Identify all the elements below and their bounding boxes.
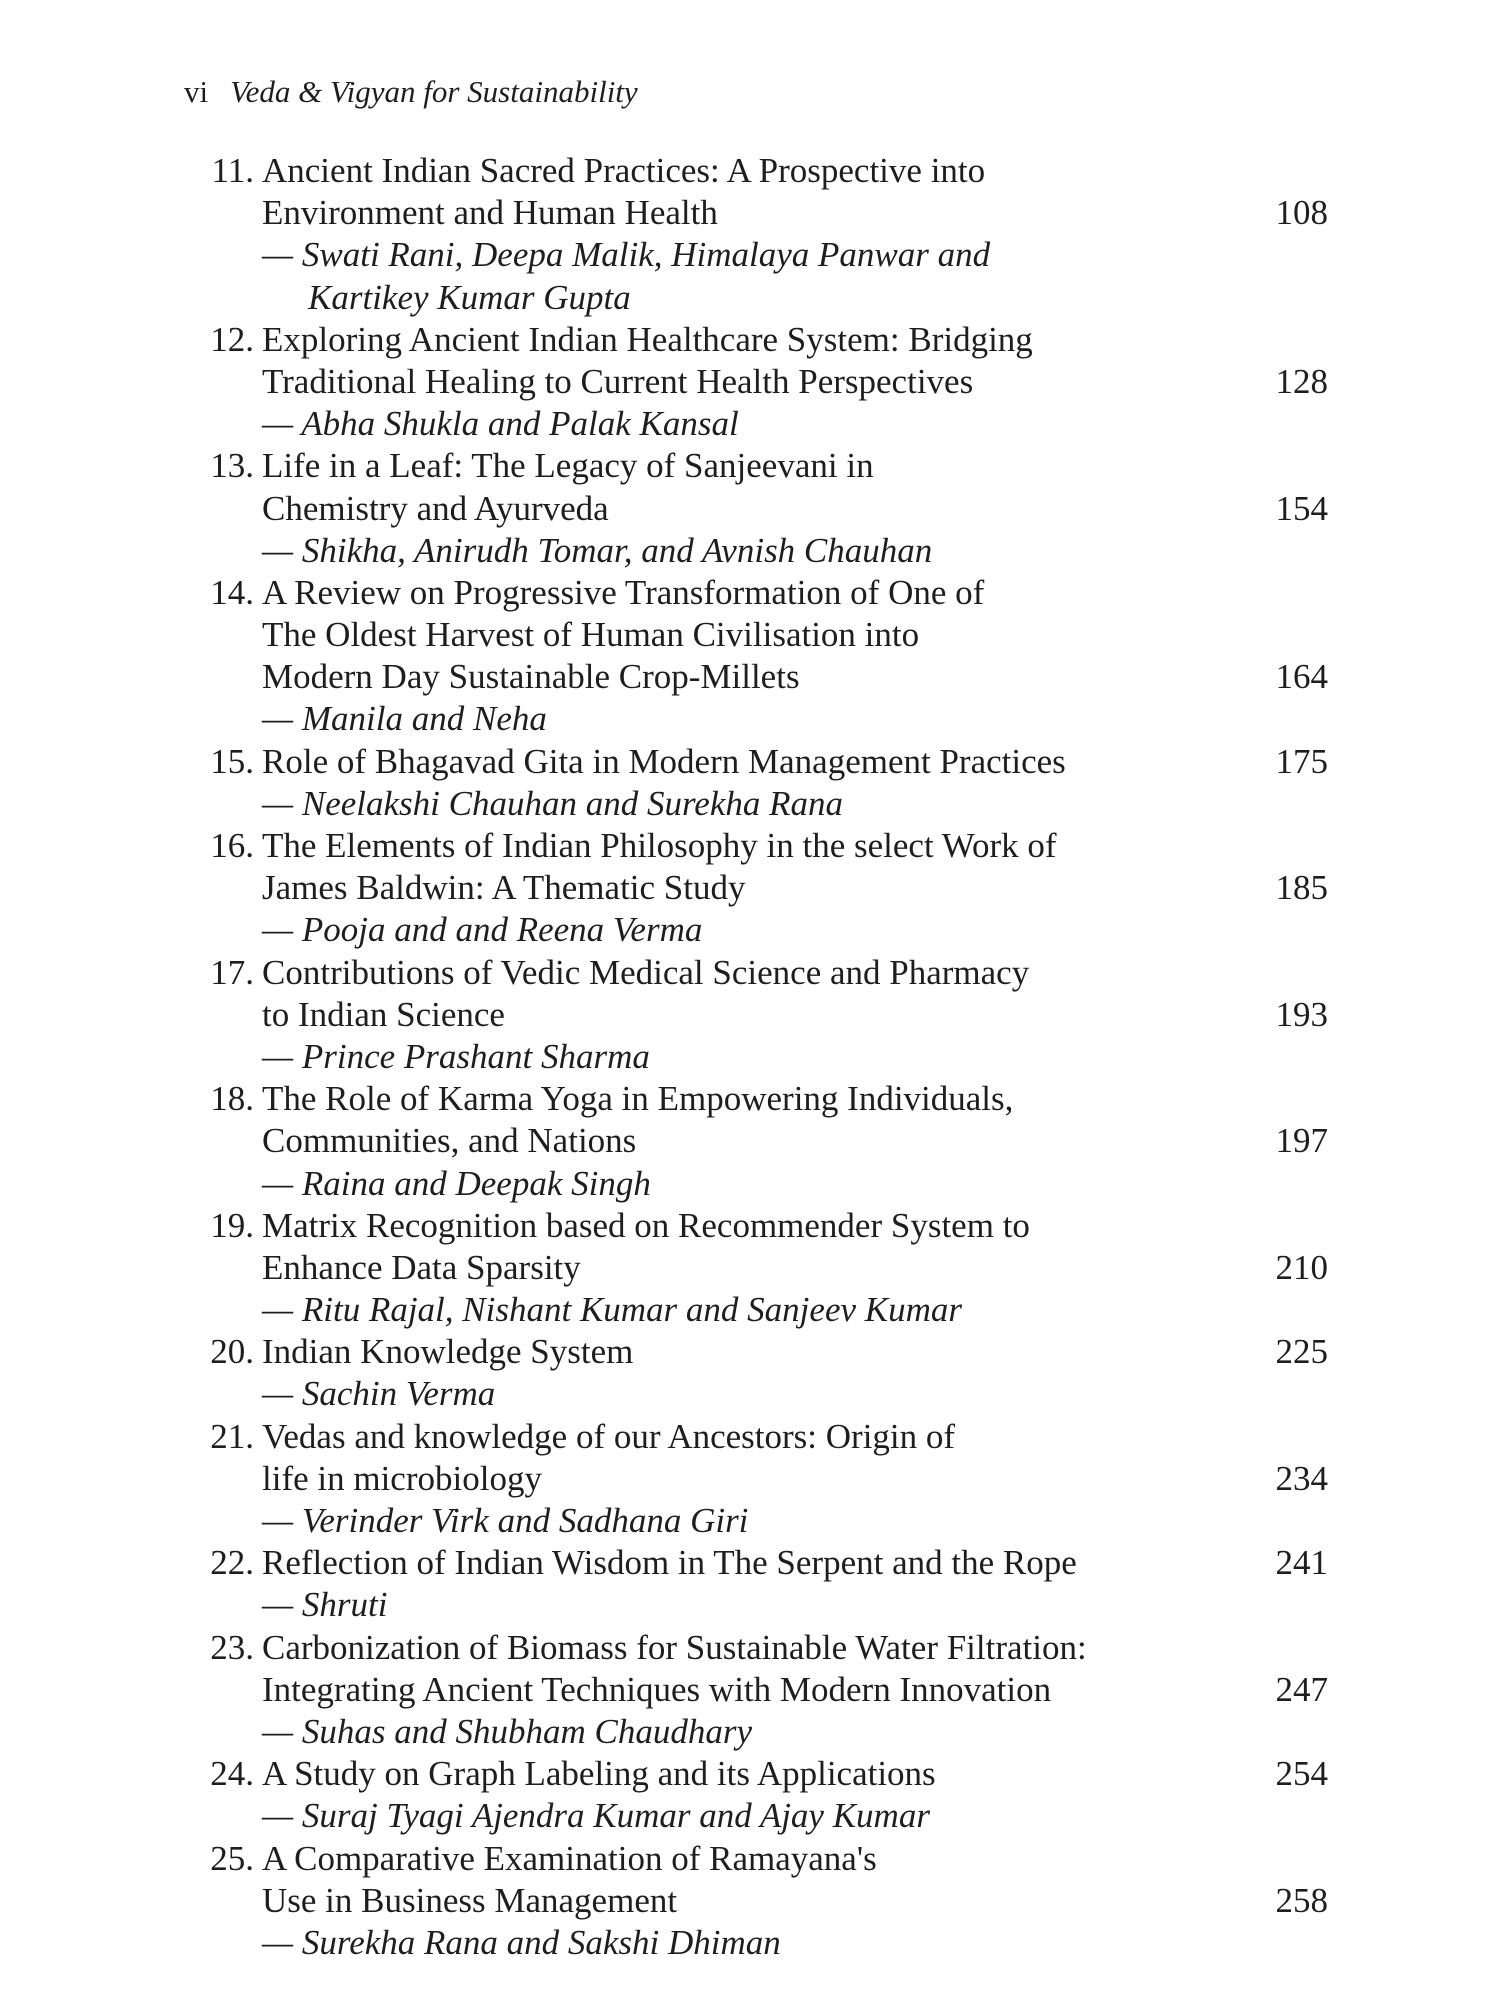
chapter-authors: — Pooja and and Reena Verma — [262, 910, 703, 950]
table-of-contents — [184, 150, 1360, 1964]
page-number: 193 — [1275, 994, 1328, 1034]
chapter-title: A Review on Progressive Transformation of One of — [262, 572, 985, 612]
chapter-title: Environment and Human Health — [262, 193, 718, 233]
chapter-title: Life in a Leaf: The Legacy of Sanjeevani in — [262, 446, 874, 486]
chapter-title: Modern Day Sustainable Crop-Millets — [262, 657, 800, 697]
chapter-title: A Study on Graph Labeling and its Applications — [262, 1754, 936, 1794]
chapter-title: Reflection of Indian Wisdom in The Serpent and the Rope — [262, 1543, 1077, 1583]
toc-author-line — [184, 403, 1360, 445]
page-number: 108 — [1275, 193, 1328, 233]
page-number: 175 — [1275, 741, 1328, 781]
chapter-title: Vedas and knowledge of our Ancestors: Origin of — [262, 1416, 956, 1456]
toc-title-line — [184, 192, 1360, 234]
chapter-title: Ancient Indian Sacred Practices: A Prospective into — [262, 151, 986, 190]
chapter-number: 14. — [210, 572, 254, 612]
toc-author-line — [184, 1373, 1360, 1415]
toc-title-line — [184, 614, 1360, 656]
toc-title-line — [184, 994, 1360, 1036]
chapter-number: 23. — [210, 1627, 254, 1667]
chapter-title: A Comparative Examination of Ramayana's — [262, 1838, 877, 1878]
toc-author-line — [184, 277, 1360, 319]
toc-entry — [184, 319, 1360, 446]
chapter-authors: — Suraj Tyagi Ajendra Kumar and Ajay Kumar — [262, 1796, 930, 1836]
chapter-authors: — Neelakshi Chauhan and Surekha Rana — [262, 783, 844, 823]
toc-title-line — [184, 656, 1360, 698]
toc-title-line — [184, 1627, 1360, 1669]
chapter-authors: — Verinder Virk and Sadhana Giri — [262, 1501, 749, 1540]
toc-entry — [184, 1331, 1360, 1415]
toc-title-line — [184, 1416, 1360, 1458]
chapter-title: Communities, and Nations — [262, 1121, 637, 1161]
toc-author-line — [184, 1711, 1360, 1753]
toc-title-line — [184, 1078, 1360, 1120]
chapter-number: 17. — [210, 952, 254, 992]
chapter-number: 25. — [210, 1838, 254, 1878]
page-number: 185 — [1275, 868, 1328, 908]
chapter-number: 16. — [210, 826, 254, 865]
page-number: 241 — [1275, 1543, 1328, 1583]
toc-title-line — [184, 1753, 1360, 1795]
toc-author-line — [184, 909, 1360, 951]
chapter-authors: — Prince Prashant Sharma — [262, 1036, 650, 1076]
toc-title-line — [184, 1542, 1360, 1584]
toc-entry — [184, 1627, 1360, 1754]
chapter-number: 15. — [210, 741, 254, 781]
toc-title-line — [184, 488, 1360, 530]
toc-author-line — [184, 1922, 1360, 1964]
toc-author-line — [184, 1795, 1360, 1837]
toc-title-line — [184, 1458, 1360, 1500]
chapter-title: Traditional Healing to Current Health Perspectives — [262, 361, 974, 401]
toc-entry — [184, 572, 1360, 741]
chapter-authors: — Ritu Rajal, Nishant Kumar and Sanjeev Kumar — [262, 1290, 962, 1330]
toc-title-line — [184, 1205, 1360, 1247]
chapter-number: 12. — [210, 319, 254, 359]
chapter-title: to Indian Science — [262, 994, 505, 1034]
toc-title-line — [184, 952, 1360, 994]
page-number: 234 — [1275, 1458, 1328, 1498]
toc-title-line — [184, 361, 1360, 403]
toc-entry — [184, 1753, 1360, 1837]
toc-title-line — [184, 319, 1360, 361]
toc-author-line — [184, 783, 1360, 825]
chapter-title: Matrix Recognition based on Recommender System to — [262, 1205, 1030, 1245]
chapter-authors: — Sachin Verma — [262, 1374, 496, 1414]
toc-author-line — [184, 1500, 1360, 1542]
chapter-title: The Role of Karma Yoga in Empowering Individuals, — [262, 1079, 1014, 1119]
page-number: 225 — [1275, 1332, 1328, 1372]
chapter-authors: — Swati Rani, Deepa Malik, Himalaya Panwar and — [262, 235, 991, 275]
chapter-number: 13. — [210, 446, 254, 486]
toc-entry — [184, 741, 1360, 825]
chapter-authors: — Shikha, Anirudh Tomar, and Avnish Chauhan — [262, 530, 933, 570]
toc-entry — [184, 952, 1360, 1079]
toc-title-line — [184, 1331, 1360, 1373]
chapter-number: 24. — [210, 1754, 254, 1794]
toc-entry — [184, 150, 1360, 319]
page-number: 197 — [1275, 1121, 1328, 1161]
page-number: 164 — [1275, 657, 1328, 697]
toc-title-line — [184, 150, 1360, 192]
page-number: 258 — [1275, 1880, 1328, 1920]
toc-author-line — [184, 1163, 1360, 1205]
toc-entry — [184, 1838, 1360, 1965]
chapter-title: Use in Business Management — [262, 1880, 678, 1920]
toc-entry — [184, 825, 1360, 952]
chapter-number: 18. — [210, 1079, 254, 1119]
page-folio: vi — [184, 74, 209, 109]
chapter-number: 22. — [210, 1543, 254, 1583]
chapter-title: life in microbiology — [262, 1458, 542, 1498]
toc-entry — [184, 1542, 1360, 1626]
toc-author-line — [184, 698, 1360, 740]
toc-author-line — [184, 1289, 1360, 1331]
chapter-authors: — Manila and Neha — [262, 699, 547, 739]
chapter-number: 11. — [211, 151, 254, 190]
page-number: 154 — [1275, 488, 1328, 528]
toc-author-line — [184, 1036, 1360, 1078]
page-number: 128 — [1275, 361, 1328, 401]
toc-title-line — [184, 1247, 1360, 1289]
toc-title-line — [184, 1838, 1360, 1880]
toc-author-line — [184, 530, 1360, 572]
toc-author-line — [184, 234, 1360, 276]
page-number: 210 — [1275, 1247, 1328, 1287]
chapter-authors: — Surekha Rana and Sakshi Dhiman — [262, 1922, 781, 1962]
chapter-title: The Elements of Indian Philosophy in the select Work of — [262, 826, 1057, 865]
toc-entry — [184, 1205, 1360, 1332]
chapter-authors: — Raina and Deepak Singh — [262, 1163, 651, 1203]
chapter-authors: Kartikey Kumar Gupta — [308, 277, 631, 317]
toc-title-line — [184, 445, 1360, 487]
chapter-authors: — Suhas and Shubham Chaudhary — [262, 1711, 753, 1751]
book-title: Veda & Vigyan for Sustainability — [230, 74, 638, 109]
chapter-title: Enhance Data Sparsity — [262, 1247, 581, 1287]
chapter-title: Indian Knowledge System — [262, 1332, 634, 1372]
chapter-title: Role of Bhagavad Gita in Modern Management Practices — [262, 741, 1066, 781]
chapter-title: Carbonization of Biomass for Sustainable Water Filtration: — [262, 1627, 1087, 1667]
toc-author-line — [184, 1584, 1360, 1626]
chapter-title: Contributions of Vedic Medical Science and Pharmacy — [262, 952, 1030, 992]
toc-entry — [184, 1416, 1360, 1543]
toc-title-line — [184, 1880, 1360, 1922]
running-head — [184, 72, 638, 112]
chapter-title: James Baldwin: A Thematic Study — [262, 868, 746, 908]
chapter-number: 21. — [210, 1416, 254, 1456]
chapter-title: Exploring Ancient Indian Healthcare System: Bridging — [262, 319, 1033, 359]
page-number: 254 — [1275, 1754, 1328, 1794]
chapter-number: 19. — [210, 1205, 254, 1245]
chapter-title: Chemistry and Ayurveda — [262, 488, 609, 528]
toc-title-line — [184, 867, 1360, 909]
chapter-authors: — Abha Shukla and Palak Kansal — [262, 404, 739, 444]
page-number: 247 — [1275, 1669, 1328, 1709]
chapter-title: The Oldest Harvest of Human Civilisation into — [262, 615, 920, 655]
toc-entry — [184, 445, 1360, 572]
toc-title-line — [184, 825, 1360, 867]
chapter-number: 20. — [210, 1332, 254, 1372]
chapter-title: Integrating Ancient Techniques with Modern Innovation — [262, 1669, 1052, 1709]
chapter-authors: — Shruti — [262, 1585, 388, 1625]
toc-entry — [184, 1078, 1360, 1205]
toc-title-line — [184, 572, 1360, 614]
toc-title-line — [184, 741, 1360, 783]
toc-title-line — [184, 1120, 1360, 1162]
toc-title-line — [184, 1669, 1360, 1711]
